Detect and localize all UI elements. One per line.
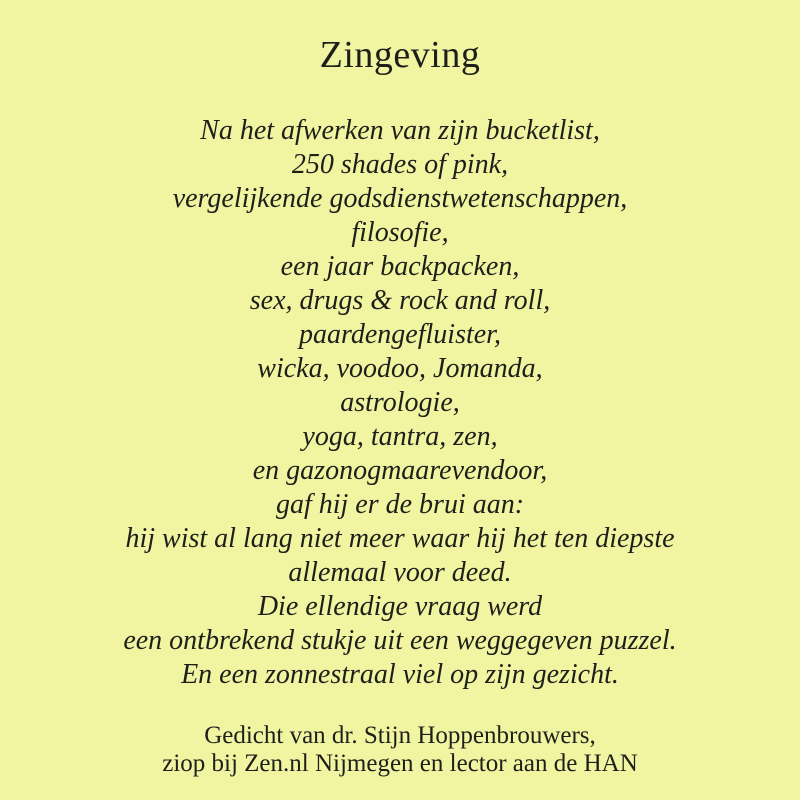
- poem-credit: [0, 722, 800, 778]
- poem-line: Na het afwerken van zijn bucketlist,: [200, 115, 600, 146]
- poem-line: gaf hij er de brui aan:: [275, 489, 525, 520]
- poem-line: Die ellendige vraag werd: [257, 591, 543, 622]
- poem-line: wicka, voodoo, Jomanda,: [257, 353, 543, 384]
- poem-line: hij wist al lang niet meer waar hij het ten diepste: [125, 523, 675, 554]
- poem-line: een ontbrekend stukje uit een weggegeven puzzel.: [123, 625, 677, 656]
- poem-line: allemaal voor deed.: [288, 557, 512, 588]
- poem-line: sex, drugs & rock and roll,: [249, 285, 551, 316]
- poem-line: 250 shades of pink,: [291, 149, 509, 180]
- poem-line: yoga, tantra, zen,: [302, 421, 498, 452]
- poem-line: en gazonogmaarevendoor,: [252, 455, 548, 486]
- poem-line: astrologie,: [340, 387, 460, 418]
- credit-line: Gedicht van dr. Stijn Hoppenbrouwers,: [204, 722, 596, 749]
- poem-title: Zingeving: [319, 34, 481, 76]
- poem-line: En een zonnestraal viel op zijn gezicht.: [181, 659, 619, 690]
- credit-line: ziop bij Zen.nl Nijmegen en lector aan de HAN: [162, 750, 638, 777]
- poem-line: filosofie,: [351, 217, 449, 248]
- poem-line: vergelijkende godsdienstwetenschappen,: [172, 183, 628, 214]
- poem-line: een jaar backpacken,: [280, 251, 520, 282]
- poem-body: [0, 114, 800, 692]
- poem-line: paardengefluister,: [299, 319, 501, 350]
